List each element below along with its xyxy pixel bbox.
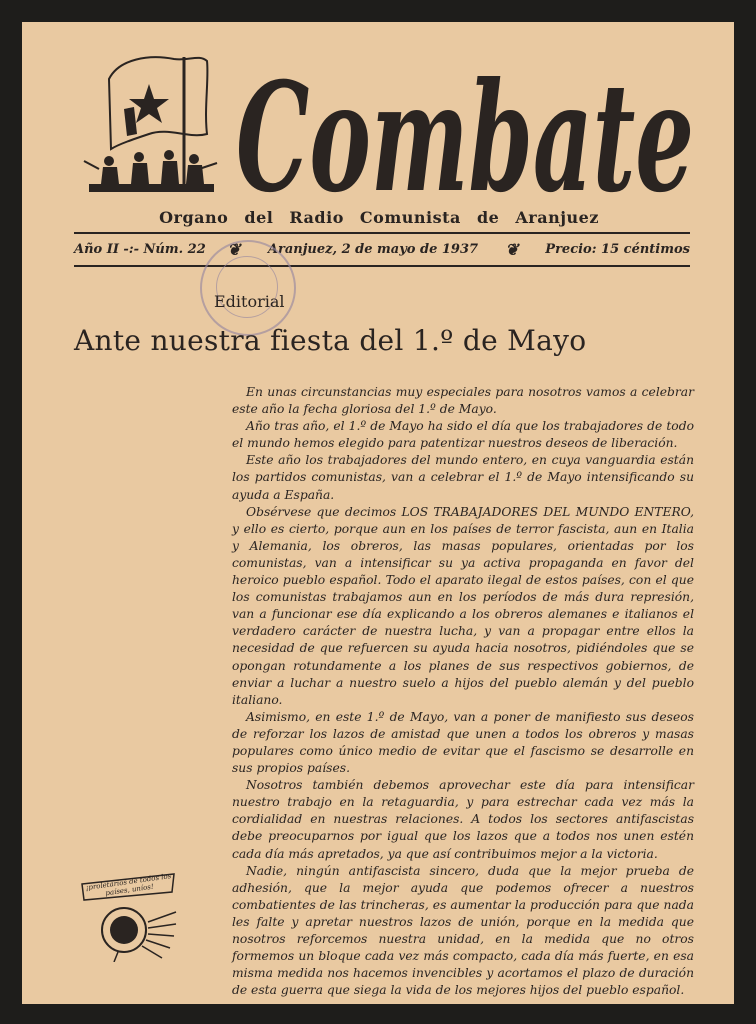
masthead-title: Combate: [236, 50, 694, 212]
masthead-logo: [232, 32, 702, 212]
divider-top: [74, 232, 690, 234]
article-headline: Ante nuestra fiesta del 1.º de Mayo: [74, 324, 587, 357]
issue-date: Aranjuez, 2 de mayo de 1937: [267, 241, 479, 257]
emblem-motto: ¡proletarios de todos los países, uníos!: [85, 872, 172, 898]
article-paragraph: Año tras año, el 1.º de Mayo ha sido el día que los trabajadores de todo el mundo hemos elegido para patentizar nuestros deseos de liberación.: [232, 419, 694, 451]
article-body: [232, 384, 694, 999]
masthead-subtitle: Organo del Radio Comunista de Aranjuez: [159, 208, 599, 227]
divider-bottom: [74, 265, 690, 267]
article-paragraph: Obsérvese que decimos LOS TRABAJADORES DEL MUNDO ENTERO, y ello es cierto, porque aun en los países de terror fascista, aun en Italia y Alemania, los obreros, las masas populares, orientadas por los comunistas, van a intensificar su ya activa propaganda en favor del heroico pueblo español. Todo el aparato ilegal de estos países, con el que los comunistas trabajamos aun en los períodos de más dura represión, van a funcionar ese día explicando a los obreros alemanes e italianos el verdadero carácter de nuestra lucha, y van a propagar entre ellos la necesidad de que refuercen su ayuda hacia nosotros, pidiéndoles que se opongan rotundamente a los planes de sus respectivos gobiernos, de enviar a luchar a nuestro suelo a hijos del pueblo alemán y del pueblo italiano.: [232, 504, 694, 707]
wheat-ornament-icon: ❦: [505, 239, 519, 259]
article-paragraph: Nadie, ningún antifascista sincero, duda que la mejor prueba de adhesión, que la mejor ayuda que podemos ofrecer a nuestros combatientes de las trincheras, es aumentar la producción para que nada les falte y apretar nuestros lazos de unión, porque en la medida que nosotros reforcemos nuestra unidad, en la medida que no otros formemos un bloque cada vez más compacto, cada día más fuerte, en esa misma medida nos hacemos invencibles y acortamos el plazo de duración de esta guerra que siega la vida de los mejores hijos del pueblo español.: [232, 863, 694, 998]
issue-price: Precio: 15 céntimos: [545, 241, 690, 257]
article-paragraph: Nosotros también debemos aprovechar este día para intensificar nuestro trabajo en la retaguardia, y para estrechar cada vez más la cordialidad en nuestras relaciones. A todos los sectores antifascistas debe preocuparnos por igual que los lazos que a todos nos unen estén cada día más apretados, ya que así contribuimos mejor a la victoria.: [232, 778, 694, 861]
library-stamp: [200, 240, 296, 336]
article-paragraph: Asimismo, en este 1.º de Mayo, van a poner de manifiesto sus deseos de reforzar los lazos de amistad que unen a todos los obreros y masas populares como único medio de evitar que el fascismo se desarrolle en sus propios países.: [232, 709, 694, 776]
section-label: Editorial: [214, 292, 285, 311]
newspaper-page: [22, 22, 734, 1004]
article-paragraph: En unas circunstancias muy especiales para nosotros vamos a celebrar este año la fecha gloriosa del 1.º de Mayo.: [232, 385, 694, 417]
issue-info-bar: [74, 236, 690, 262]
issue-number: Año II -:- Núm. 22: [74, 241, 206, 257]
wheat-ornament-icon: ❦: [227, 239, 241, 259]
flag-and-soldiers-illustration: [79, 39, 219, 199]
article-paragraph: Este año los trabajadores del mundo entero, en cuya vanguardia están los partidos comunistas, van a celebrar el 1.º de Mayo intensificando su ayuda a España.: [232, 453, 694, 502]
